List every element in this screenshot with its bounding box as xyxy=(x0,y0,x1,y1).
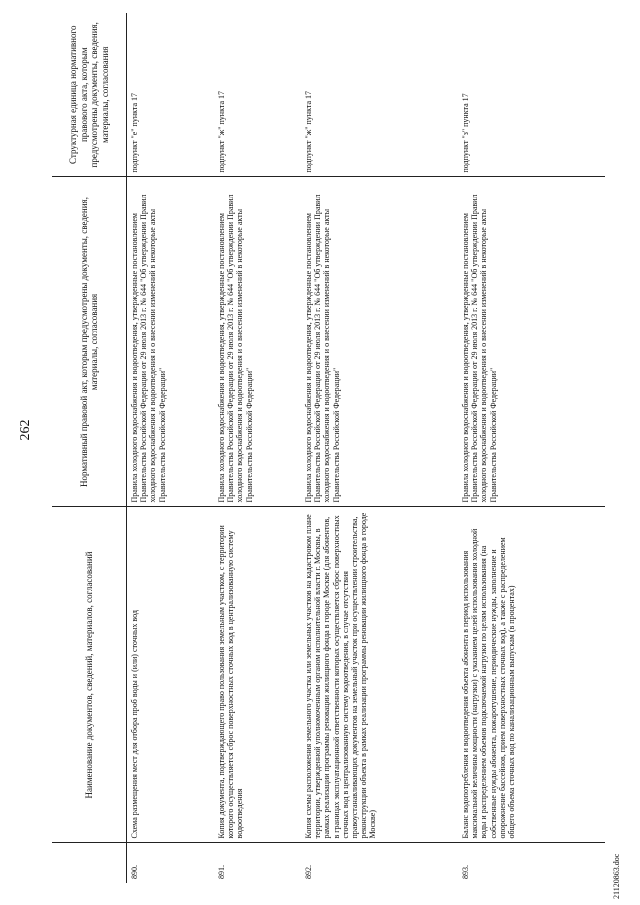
row-act: Правила холодного водоснабжения и водоотведения, утвержденные постановлением Правительства Российской Федерации от 29 июля 2013 г. № 644 "Об утверждении Правил холодного водоснабжения и водоотведения и о внесении изменений в некоторые акты Правительства Российской Федерации" xyxy=(458,177,605,507)
header-name: Наименование документов, сведений, материалов, согласований xyxy=(52,507,127,843)
table-row xyxy=(301,13,458,883)
row-act: Правила холодного водоснабжения и водоотведения, утвержденные постановлением Правительства Российской Федерации от 29 июля 2013 г. № 644 "Об утверждении Правил холодного водоснабжения и водоотведения и о внесении изменений в некоторые акты Правительства Российской Федерации" xyxy=(301,177,458,507)
row-number: 891. xyxy=(217,865,226,879)
row-unit: подпункт "е" пункта 17 xyxy=(127,13,215,177)
row-name: Баланс водопотребления и водоотведения объекта абонента в период использования максимальной величины мощности (нагрузки) с указанием целей использования холодной воды и распределением объемов подключаемой нагрузки по целям использования (на собственные нужды абонента, пожаротушение, периодические нужды, заполнение и опорожнение бассейнов, прием поверхностных сточных вод), а также с распределением общего объема сточных вод по канализационным выпускам (в процентах) xyxy=(458,507,605,843)
row-act: Правила холодного водоснабжения и водоотведения, утвержденные постановлением Правительства Российской Федерации от 29 июля 2013 г. № 644 "Об утверждении Правил холодного водоснабжения и водоотведения и о внесении изменений в некоторые акты Правительства Российской Федерации" xyxy=(127,177,215,507)
row-number: 890. xyxy=(130,865,139,879)
table-row xyxy=(127,13,215,883)
table-header-row xyxy=(52,13,127,883)
table-row xyxy=(214,13,301,883)
row-name: Копия документа, подтверждающего право пользования земельным участком, с территории которого осуществляется сброс поверхностных сточных вод в централизованную систему водоотведения xyxy=(214,507,301,843)
row-number: 893. xyxy=(461,865,470,879)
document-id: 21120863.doc xyxy=(612,853,621,899)
header-act: Нормативный правовой акт, которым предусмотрены документы, сведения, материалы, согласования xyxy=(52,177,127,507)
table-row xyxy=(458,13,605,883)
row-name: Копия схемы расположения земельного участка или земельных участков на кадастровом плане территории, утвержденной уполномоченным органом исполнительной власти г. Москвы, в рамках реализации программы реновации жилищного фонда в городе Москве (для абонентов, в границах эксплуатационной ответственности которых осуществляется сброс поверхностных сточных вод в централизованную систему водоотведения, в случае отсутствия правоустанавливающих документов на земельный участок при осуществлении строительства, реконструкции объекта в рамках реализации программы реновации жилищного фонда в городе Москве) xyxy=(301,507,458,843)
row-number: 892. xyxy=(304,865,313,879)
row-unit: подпункт "ж" пункта 17 xyxy=(214,13,301,177)
header-unit: Структурная единица нормативного правового акта, которым предусмотрены документы, сведения, материалы, согласования xyxy=(52,13,127,177)
row-name: Схема размещения мест для отбора проб воды и (или) сточных вод xyxy=(127,507,215,843)
row-unit: подпункт "з" пункта 17 xyxy=(458,13,605,177)
row-act: Правила холодного водоснабжения и водоотведения, утвержденные постановлением Правительства Российской Федерации от 29 июля 2013 г. № 644 "Об утверждении Правил холодного водоснабжения и водоотведения и о внесении изменений в некоторые акты Правительства Российской Федерации" xyxy=(214,177,301,507)
header-num xyxy=(52,843,127,883)
row-unit: подпункт "ж" пункта 17 xyxy=(301,13,458,177)
documents-table xyxy=(52,13,605,883)
page-number: 262 xyxy=(18,419,33,441)
